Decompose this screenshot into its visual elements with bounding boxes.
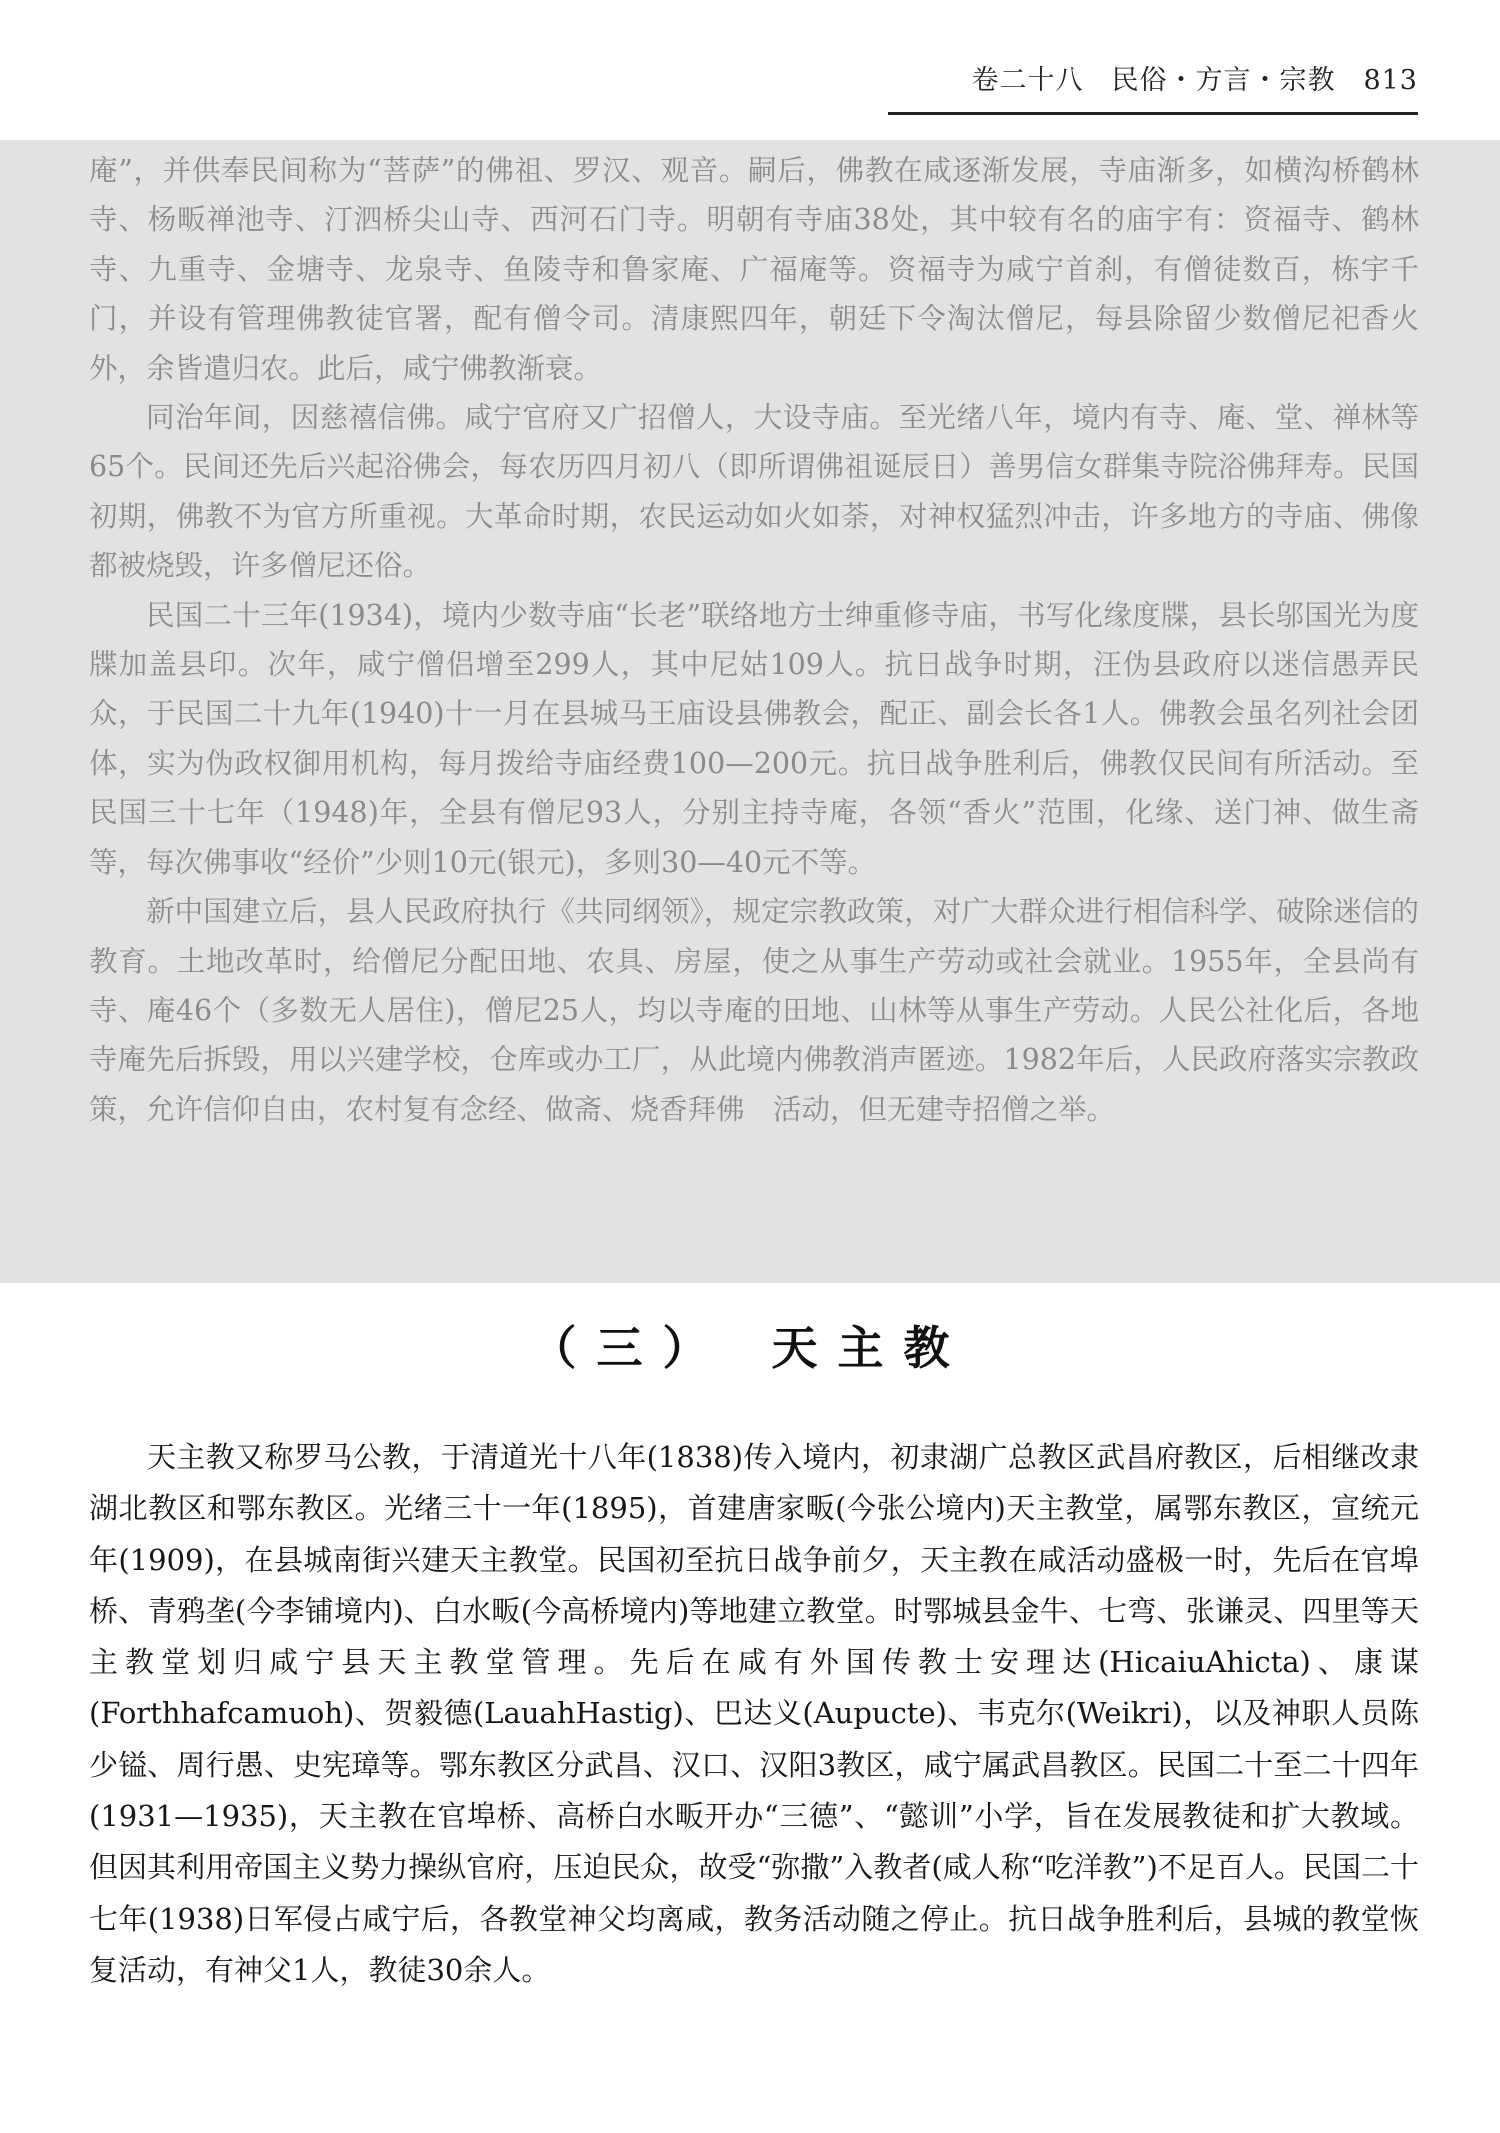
- header-rule: [888, 112, 1418, 115]
- faded-paragraph: 庵”，并供奉民间称为“菩萨”的佛祖、罗汉、观音。嗣后，佛教在咸逐渐发展，寺庙渐多，如横沟桥鹤林寺、杨畈禅池寺、汀泗桥尖山寺、西河石门寺。明朝有寺庙38处，其中较有名的庙宇有：资福寺、鹤林寺、九重寺、金塘寺、龙泉寺、鱼陵寺和鲁家庵、广福庵等。资福寺为咸宁首刹，有僧徒数百，栋宇千门，并设有管理佛教徒官署，配有僧令司。清康熙四年，朝廷下令淘汰僧尼，每县除留少数僧尼祀香火外，余皆遣归农。此后，咸宁佛教渐衰。: [89, 154, 1419, 385]
- running-header: 卷二十八 民俗・方言・宗教 813: [971, 65, 1418, 96]
- main-paragraph: 天主教又称罗马公教，于清道光十八年(1838)传入境内，初隶湖广总教区武昌府教区，后相继改隶湖北教区和鄂东教区。光绪三十一年(1895)，首建唐家畈(今张公境内)天主教堂，属鄂东教区，宣统元年(1909)，在县城南街兴建天主教堂。民国初至抗日战争前夕，天主教在咸活动盛极一时，先后在官埠桥、青鸦垄(今李铺境内)、白水畈(今高桥境内)等地建立教堂。时鄂城县金牛、七弯、张谦灵、四里等天主教堂划归咸宁县天主教堂管理。先后在咸有外国传教士安理达(HicaiuAhicta)、康谋(Forthhafcamuoh)、贺毅德(LauahHastig)、巴达义(Aupucte)、韦克尔(Weikri)，以及神职人员陈少镒、周行愚、史宪璋等。鄂东教区分武昌、汉口、汉阳3教区，咸宁属武昌教区。民国二十至二十四年(1931—1935)，天主教在官埠桥、高桥白水畈开办“三德”、“懿训”小学，旨在发展教徒和扩大教域。但因其利用帝国主义势力操纵官府，压迫民众，故受“弥撒”入教者(咸人称“吃洋教”)不足百人。民国二十七年(1938)日军侵占咸宁后，各教堂神父均离咸，教务活动随之停止。抗日战争胜利后，县城的教堂恢复活动，有神父1人，教徒30余人。: [89, 1440, 1419, 1987]
- section-title: （三） 天主教: [530, 1321, 970, 1375]
- faded-paragraph: 新中国建立后，县人民政府执行《共同纲领》，规定宗教政策，对广大群众进行相信科学、破除迷信的教育。土地改革时，给僧尼分配田地、农具、房屋，使之从事生产劳动或社会就业。1955年，全县尚有寺、庵46个（多数无人居住)，僧尼25人，均以寺庵的田地、山林等从事生产劳动。人民公社化后，各地寺庵先后拆毁，用以兴建学校，仓库或办工厂，从此境内佛教消声匿迹。1982年后，人民政府落实宗教政策，允许信仰自由，农村复有念经、做斋、烧香拜佛 活动，但无建寺招僧之举。: [89, 895, 1419, 1126]
- faded-previous-section: [0, 140, 1500, 1283]
- faded-text-body: [89, 146, 1419, 1134]
- main-text-body: [89, 1432, 1419, 1996]
- faded-paragraph: 同治年间，因慈禧信佛。咸宁官府又广招僧人，大设寺庙。至光绪八年，境内有寺、庵、堂、禅林等65个。民间还先后兴起浴佛会，每农历四月初八（即所谓佛祖诞辰日）善男信女群集寺院浴佛拜寿。民国初期，佛教不为官方所重视。大革命时期，农民运动如火如荼，对神权猛烈冲击，许多地方的寺庙、佛像都被烧毁，许多僧尼还俗。: [89, 401, 1419, 583]
- faded-paragraph: 民国二十三年(1934)，境内少数寺庙“长老”联络地方士绅重修寺庙，书写化缘度牒，县长邬国光为度牒加盖县印。次年，咸宁僧侣增至299人，其中尼姑109人。抗日战争时期，汪伪县政府以迷信愚弄民众，于民国二十九年(1940)十一月在县城马王庙设县佛教会，配正、副会长各1人。佛教会虽名列社会团体，实为伪政权御用机构，每月拨给寺庙经费100—200元。抗日战争胜利后，佛教仅民间有所活动。至民国三十七年（1948)年，全县有僧尼93人，分别主持寺庵，各领“香火”范围，化缘、送门神、做生斋等，每次佛事收“经价”少则10元(银元)，多则30—40元不等。: [89, 598, 1419, 879]
